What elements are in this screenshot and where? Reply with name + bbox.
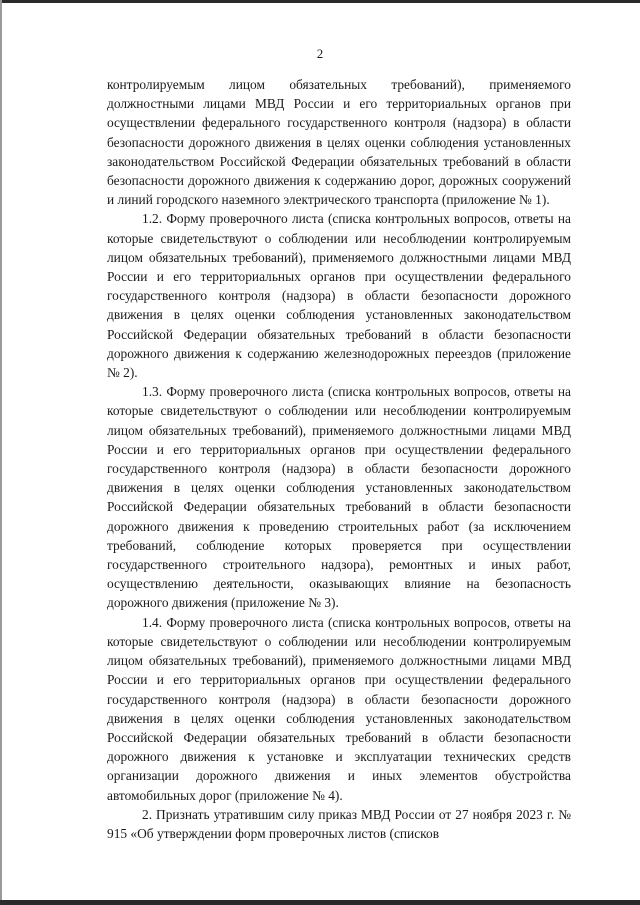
paragraph-1-4: 1.4. Форму проверочного листа (списка контрольных вопросов, ответы на которые свидетельствуют о соблюдении или несоблюдении контролируемым лицом обязательных требований), применяемого должностными лицами МВД России и его территориальных органов при осуществлении федерального государственного контроля (надзора) в области безопасности дорожного движения в целях оценки соблюдения установленных законодательством Российской Федерации обязательных требований в области безопасности дорожного движения к установке и эксплуатации технических средств организации дорожного движения и иных элементов обустройства автомобильных дорог (приложение № 4). — [107, 614, 571, 803]
paragraph-1-3: 1.3. Форму проверочного листа (списка контрольных вопросов, ответы на которые свидетельствуют о соблюдении или несоблюдении контролируемым лицом обязательных требований), применяемого должностными лицами МВД России и его территориальных органов при осуществлении федерального государственного контроля (надзора) в области безопасности дорожного движения в целях оценки соблюдения установленных законодательством Российской Федерации обязательных требований в области безопасности дорожного движения к проведению строительных работ (за исключением требований, соблюдение которых проверяется при осуществлении государственного строительного надзора), ремонтных и иных работ, осуществлению деятельности, оказывающих влияние на безопасность дорожного движения (приложение № 3). — [107, 384, 571, 611]
scan-edge-left — [0, 0, 2, 905]
paragraph-1-2: 1.2. Форму проверочного листа (списка контрольных вопросов, ответы на которые свидетельствуют о соблюдении или несоблюдении контролируемым лицом обязательных требований), применяемого должностными лицами МВД России и его территориальных органов при осуществлении федерального государственного контроля (надзора) в области безопасности дорожного движения в целях оценки соблюдения установленных законодательством Российской Федерации обязательных требований в области безопасности дорожного движения к содержанию железнодорожных переездов (приложение № 2). — [107, 211, 571, 381]
page-number: 2 — [316, 46, 324, 61]
document-body — [107, 75, 571, 843]
paragraph-1-1-continuation: контролируемым лицом обязательных требований), применяемого должностными лицами МВД России и его территориальных органов при осуществлении федерального государственного контроля (надзора) в области безопасности дорожного движения в целях оценки соблюдения установленных законодательством Российской Федерации обязательных требований в области безопасности дорожного движения к содержанию дорог, дорожных сооружений и линий городского наземного электрического транспорта (приложение № 1). — [107, 77, 571, 208]
scan-edge-bottom — [0, 900, 640, 905]
paragraph-2: 2. Признать утратившим силу приказ МВД России от 27 ноября 2023 г. № 915 «Об утверждении форм проверочных листов (списков — [107, 806, 571, 841]
scan-edge-top — [0, 0, 640, 3]
